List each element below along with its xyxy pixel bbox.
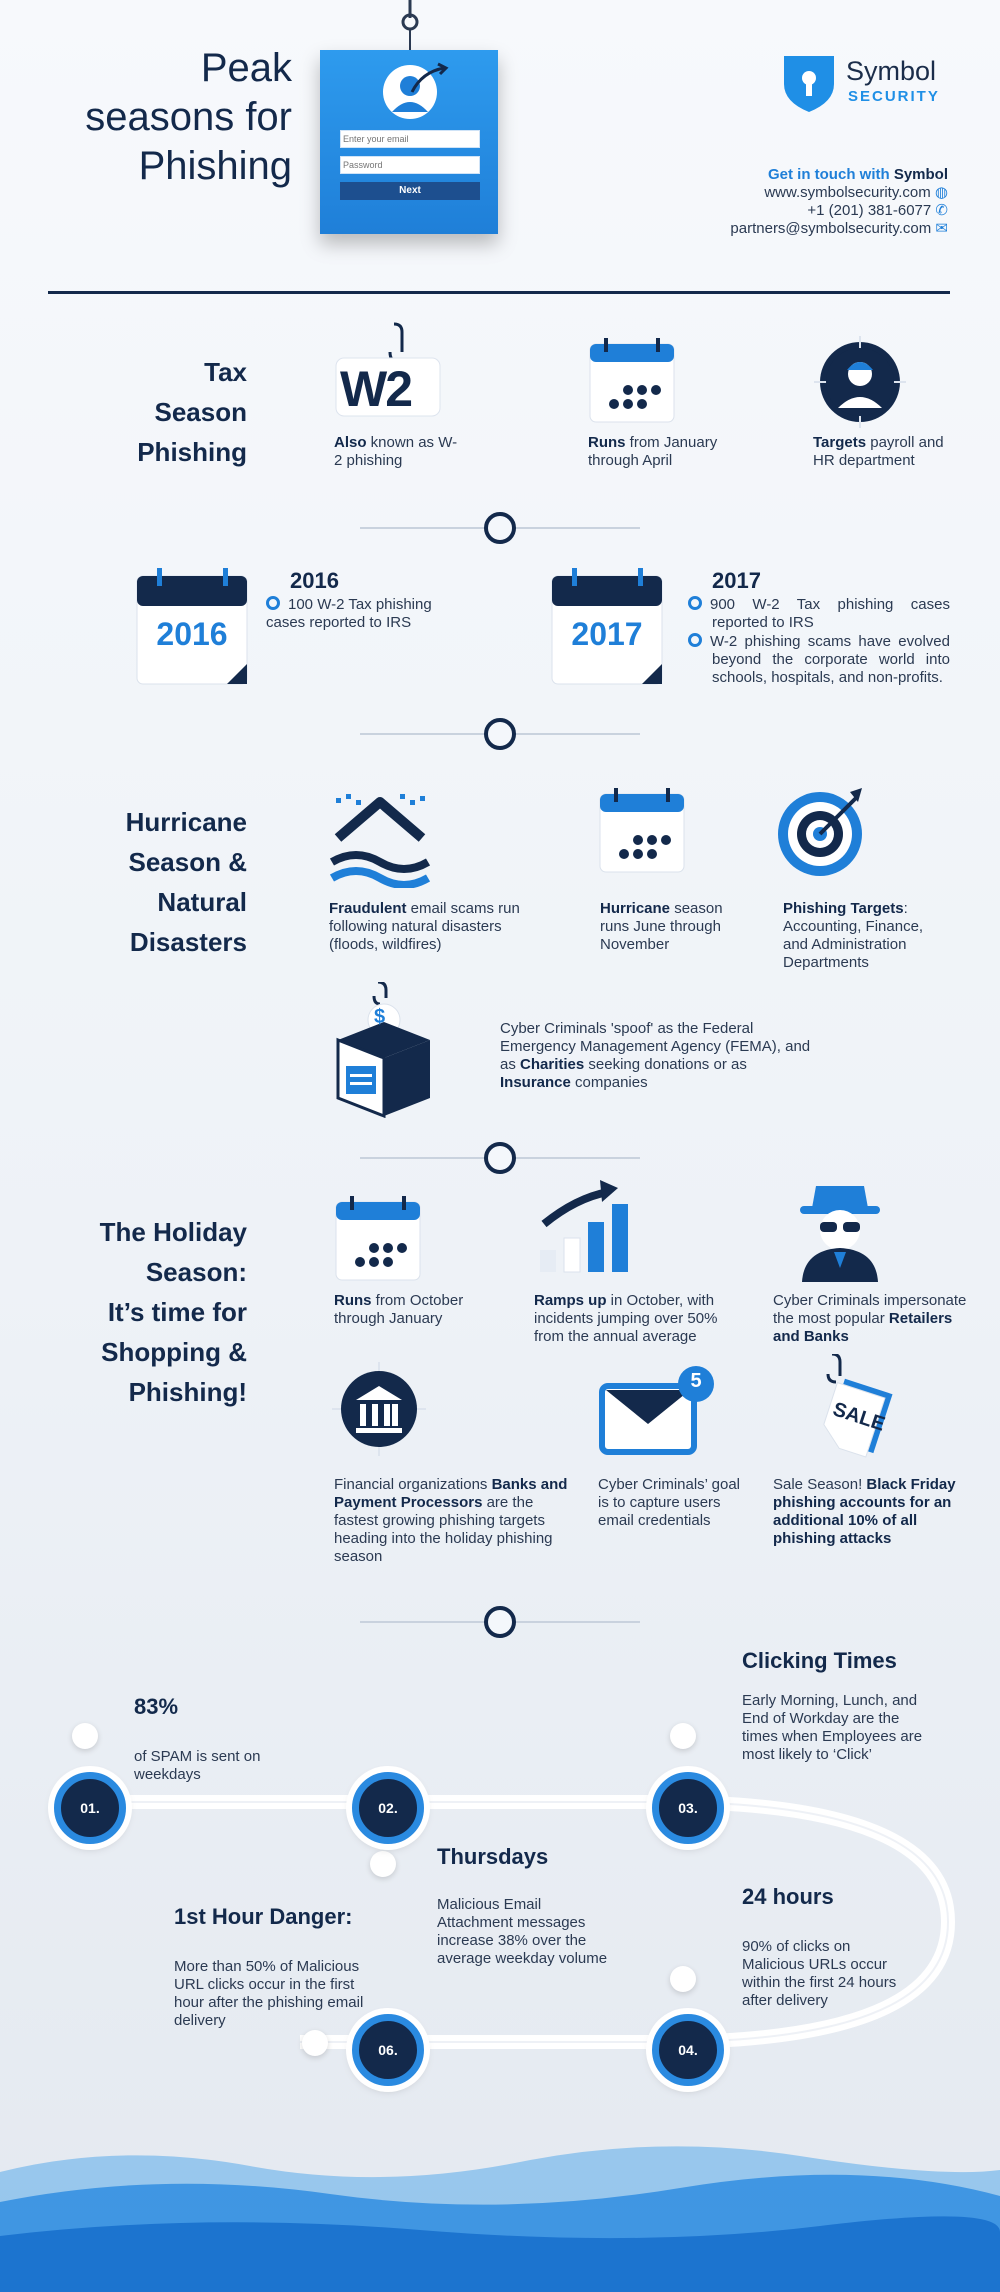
login-card — [320, 50, 498, 234]
divider-circle-1 — [484, 512, 516, 544]
calendar-icon — [588, 338, 676, 424]
24-hours-text: 90% of clicks on Malicious URLs occur within the first 24 hours after delivery — [742, 1938, 897, 2009]
holiday-item-4: Financial organizations Banks and Payment Processors are the fastest growing phishing targets heading into the holiday phishing season — [334, 1476, 568, 1565]
holiday-item-1: Runs from October through January — [334, 1292, 464, 1327]
contact-block — [730, 166, 948, 238]
target-person-icon — [814, 336, 906, 428]
timeline-node-06: 06. — [352, 2014, 424, 2086]
first-hour-text: More than 50% of Malicious URL clicks occur in the first hour after the phishing email delivery — [174, 1958, 364, 2029]
tax-item-1: Also known as W-2 phishing — [334, 434, 458, 469]
holiday-section-title: The Holiday Season: It’s time for Shopping & Phishing! — [99, 1217, 247, 1407]
bank-icon — [332, 1362, 426, 1456]
holiday-item-6: Sale Season! Black Friday phishing accounts for an additional 10% of all phishing attacks — [773, 1476, 956, 1547]
year-2016-bullet: 100 W-2 Tax phishing cases reported to IRS — [266, 596, 432, 631]
hurricane-item-1: Fraudulent email scams run following natural disasters (floods, wildfires) — [329, 900, 520, 953]
24-hours-heading: 24 hours — [742, 1884, 834, 1909]
timeline-pin-4 — [670, 1966, 696, 1992]
w2-hook-icon — [332, 322, 444, 418]
spy-icon — [794, 1178, 886, 1282]
year-2017-bullets: 900 W-2 Tax phishing cases reported to IRS W-2 phishing scams have evolved beyond the corporate world into schools, hospitals, and non-profits. — [688, 596, 950, 687]
holiday-item-5: Cyber Criminals’ goal is to capture users email credentials — [598, 1476, 740, 1529]
password-input[interactable] — [340, 156, 480, 174]
phone-icon: ✆ — [935, 202, 948, 219]
hurricane-item-2: Hurricane season runs June through November — [600, 900, 723, 953]
tax-section-title: Tax Season Phishing — [137, 357, 247, 467]
divider-circle-4 — [484, 1606, 516, 1638]
bullet-icon — [688, 633, 702, 647]
bullet-icon — [266, 596, 280, 610]
w2-icon-text: W2 — [340, 361, 411, 417]
timeline-node-02: 02. — [352, 1772, 424, 1844]
stat-83-heading: 83% — [134, 1694, 179, 1719]
user-avatar-icon — [382, 62, 438, 118]
mail-notification-icon: 5 — [598, 1364, 720, 1456]
timeline-pin-3 — [670, 1723, 696, 1749]
timeline-node-04: 04. — [652, 2014, 724, 2086]
email-input[interactable] — [340, 130, 480, 148]
timeline-pin-1 — [72, 1723, 98, 1749]
divider-circle-3 — [484, 1142, 516, 1174]
bullseye-icon — [776, 784, 870, 878]
header — [0, 0, 1000, 300]
sale-tag-icon: SALE — [806, 1354, 900, 1464]
brand-logo — [780, 54, 960, 114]
contact-heading: Get in touch with Symbol — [767, 166, 948, 183]
year-2016-heading: 2016 — [290, 568, 339, 593]
mail-icon: ✉ — [935, 220, 948, 237]
tax-item-2: Runs from January through April — [588, 434, 718, 469]
header-divider — [48, 291, 950, 294]
timeline-pin-2 — [370, 1851, 396, 1877]
hurricane-spoof-text: Cyber Criminals 'spoof' as the Federal Emergency Management Agency (FEMA), and as Charities seeking donations or as Insurance companies — [500, 1020, 811, 1091]
first-hour-heading: 1st Hour Danger: — [174, 1904, 353, 1929]
rising-chart-icon — [536, 1178, 636, 1274]
wave-footer — [0, 2132, 1000, 2292]
calendar-icon — [334, 1196, 422, 1282]
clicking-times-heading: Clicking Times — [742, 1648, 897, 1673]
year-2017-heading: 2017 — [712, 568, 761, 593]
phone-number[interactable]: +1 (201) 381-6077 — [807, 202, 932, 219]
clicking-times-text: Early Morning, Lunch, and End of Workday are the times when Employees are most likely to ‘Click’ — [742, 1692, 923, 1763]
holiday-item-3: Cyber Criminals impersonate the most popular Retailers and Banks — [773, 1292, 967, 1345]
thursdays-text: Malicious Email Attachment messages increase 38% over the average weekday volume — [437, 1896, 608, 1967]
hurricane-section-title: Hurricane Season & Natural Disasters — [125, 807, 247, 957]
bullet-icon — [688, 596, 702, 610]
holiday-item-2: Ramps up in October, with incidents jumping over 50% from the annual average — [534, 1292, 718, 1345]
calendar-icon — [598, 788, 686, 874]
timeline-pin-6 — [302, 2030, 328, 2056]
divider-circle-2 — [484, 718, 516, 750]
year-2017-calendar-icon: 2017 — [550, 568, 664, 686]
flood-house-icon — [330, 792, 430, 888]
brand-name: Symbol — [846, 56, 937, 86]
stat-83-text: of SPAM is sent on weekdays — [134, 1748, 261, 1783]
tax-item-3: Targets payroll and HR department — [813, 434, 944, 469]
shield-icon — [780, 54, 838, 114]
globe-icon: ◍ — [934, 184, 948, 201]
timeline-node-03: 03. — [652, 1772, 724, 1844]
email-link[interactable]: partners@symbolsecurity.com — [730, 220, 932, 237]
brand-sub: SECURITY — [848, 88, 940, 105]
timeline-node-01: 01. — [54, 1772, 126, 1844]
donation-box-icon: $ — [334, 982, 434, 1118]
year-2016-calendar-icon: 2016 — [135, 568, 249, 686]
next-button[interactable]: Next — [340, 182, 480, 200]
website-link[interactable]: www.symbolsecurity.com — [764, 184, 931, 201]
hurricane-item-3: Phishing Targets: Accounting, Finance, and Administration Departments — [783, 900, 924, 971]
page-title: Peak seasons for Phishing — [85, 46, 292, 188]
thursdays-heading: Thursdays — [437, 1844, 549, 1869]
